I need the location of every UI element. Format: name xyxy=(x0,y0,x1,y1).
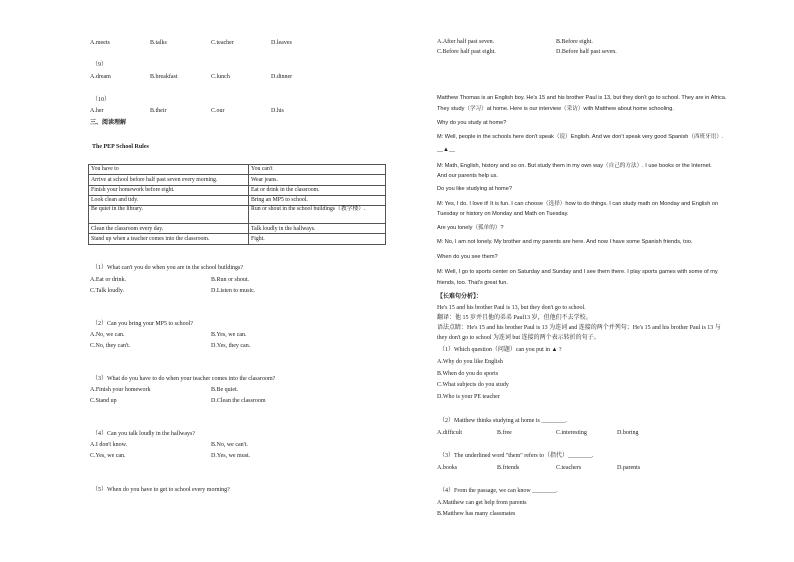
option-b[interactable]: B.Before eight. xyxy=(556,39,593,45)
passage-line: M: Math, English, history and so on. But study them in my own way（自己的方法）. I use books or the Internet. xyxy=(437,163,712,169)
question-stem: （1）Which question（问题）can you put in ▲ ? xyxy=(439,347,562,353)
passage-line: When do you see them? xyxy=(437,254,498,260)
option-b[interactable]: B.friends xyxy=(497,465,520,471)
table-cell: You have to xyxy=(89,165,249,175)
rules-title: The PEP School Rules xyxy=(92,144,149,150)
option-b[interactable]: B.Be quiet. xyxy=(211,387,239,393)
table-row xyxy=(89,165,386,175)
option-d[interactable]: D.Yes, we must. xyxy=(211,453,251,459)
option-b[interactable]: B.breakfast xyxy=(150,74,178,80)
question-stem: （5）When do you have to get to school every morning? xyxy=(92,487,230,493)
option-c[interactable]: C.Talk loudly. xyxy=(90,288,125,294)
option-a[interactable]: A.Finish your homework xyxy=(90,387,151,393)
passage-line: They study（学习）at home. Here is our interview（采访）with Matthew about home schooling. xyxy=(437,106,674,112)
analysis-title: 【长难句分析】： xyxy=(437,294,483,300)
table-row xyxy=(89,175,386,185)
rules-table xyxy=(88,164,386,245)
passage-line: M: Well, I go to sports center on Saturday and Sunday and I see them there. I play sports games with some of my xyxy=(437,269,718,275)
passage-line: Matthew Thomas is an English boy. He's 15 and his brother Paul is 13, but they don't go to school. They are in Africa. xyxy=(437,95,727,101)
option-c[interactable]: C.our xyxy=(211,108,225,114)
option-a[interactable]: A.I don't know. xyxy=(90,442,128,448)
passage-line: M: No, I am not lonely. My brother and my parents are here. And now I have some Spanish friends, too. xyxy=(437,239,693,245)
option-c[interactable]: C.Stand up xyxy=(90,398,117,404)
option-d[interactable]: D.his xyxy=(271,108,284,114)
table-cell: Arrive at school before half past seven every morning. xyxy=(89,175,249,185)
option-a[interactable]: A.books xyxy=(437,465,458,471)
option-a[interactable]: A.meets xyxy=(90,40,110,46)
passage-line: M: Well, people in the schools here don't speak（说）English. And we don't speak very good Spanish（西班牙语）. xyxy=(437,134,724,140)
question-stem: （2）Can you bring your MP5 to school? xyxy=(92,321,193,327)
passage-line: Do you like studying at home? xyxy=(437,186,512,192)
analysis-line: 翻译：他 15 岁并且他的弟弟 Paul13 岁，但他们不去学校。 xyxy=(437,315,592,321)
table-row xyxy=(89,185,386,195)
option-c[interactable]: C.Yes, we can. xyxy=(90,453,126,459)
question-stem: （4）Can you talk loudly in the hallways? xyxy=(92,431,195,437)
option-a[interactable]: A.Eat or drink. xyxy=(90,277,126,283)
option-b[interactable]: B.talks xyxy=(150,40,167,46)
option-a[interactable]: A.Matthew can get help from parents xyxy=(437,500,527,506)
question-stem: （2）Matthew thinks studying at home is ________. xyxy=(439,418,567,424)
option-b[interactable]: B.free xyxy=(497,430,512,436)
table-cell: Wear jeans. xyxy=(249,175,386,185)
table-cell: Bring an MP5 to school. xyxy=(249,195,386,205)
option-c[interactable]: C.teachers xyxy=(556,465,582,471)
option-c[interactable]: C.lunch xyxy=(211,74,230,80)
table-cell: Stand up when a teacher comes into the classroom. xyxy=(89,234,249,244)
passage-line: Are you lonely（孤单的）? xyxy=(437,225,504,231)
analysis-line: 语法点睛：He's 15 and his brother Paul is 13 为连词 and 连接的两个并列句；He's 15 and his brother Paul is 13 与 xyxy=(437,325,721,331)
question-stem: （3）The underlined word "them" refers to（指代）________. xyxy=(439,453,594,459)
table-row xyxy=(89,234,386,244)
option-a[interactable]: A.No, we can. xyxy=(90,332,125,338)
analysis-line: they don't go to school 为连词 but 连接的两个表示转折的句子。 xyxy=(437,335,600,341)
question-stem: （1）What can't you do when you are in the school buildings? xyxy=(92,265,244,271)
passage-line: M: Yes, I do. I love it! It is fun. I can choose（选择）how to do things. I can study math on Monday and English on xyxy=(437,201,719,207)
question-stem: （4）From the passage, we can know ________. xyxy=(439,488,558,494)
option-b[interactable]: B.When do you do sports xyxy=(437,371,499,377)
table-cell: Be quiet in the library. xyxy=(89,206,249,224)
option-b[interactable]: B.Matthew has many classmates xyxy=(437,511,516,517)
analysis-line: He's 15 and his brother Paul is 13, but they don't go to school. xyxy=(437,305,586,311)
option-d[interactable]: D.Listen to music. xyxy=(211,288,256,294)
option-d[interactable]: D.Before half past seven. xyxy=(556,49,617,55)
option-c[interactable]: C.No, they can't. xyxy=(90,343,131,349)
question-number: （10） xyxy=(92,97,111,103)
table-cell: Finish your homework before eight. xyxy=(89,185,249,195)
table-row xyxy=(89,206,386,224)
section-title: 三、阅读理解 xyxy=(90,120,127,126)
blank-marker: ▲ xyxy=(443,147,449,153)
option-a[interactable]: A.Why do you like English xyxy=(437,359,503,365)
table-cell: Run or shout in the school buildings（教学楼）. xyxy=(249,206,386,224)
table-cell: Look clean and tidy. xyxy=(89,195,249,205)
passage-line: Tuesday or history on Monday and Math on Tuesday. xyxy=(437,211,569,217)
option-d[interactable]: D.boring xyxy=(617,430,639,436)
option-c[interactable]: C.interesting xyxy=(556,430,587,436)
table-row xyxy=(89,224,386,234)
option-b[interactable]: B.No, we can't. xyxy=(211,442,248,448)
option-d[interactable]: D.leaves xyxy=(271,40,292,46)
option-a[interactable]: A.dream xyxy=(90,74,111,80)
option-c[interactable]: C.What subjects do you study xyxy=(437,382,509,388)
passage-line: Why do you study at home? xyxy=(437,120,507,126)
table-cell: Talk loudly in the hallways. xyxy=(249,224,386,234)
passage-line: friends, too. That's great fun. xyxy=(437,280,508,286)
table-cell: Fight. xyxy=(249,234,386,244)
option-c[interactable]: C.Before half past eight. xyxy=(437,49,496,55)
blank-placeholder: __▲__ xyxy=(437,147,455,153)
option-a[interactable]: A.After half past seven. xyxy=(437,39,495,45)
option-d[interactable]: D.parents xyxy=(617,465,641,471)
table-row xyxy=(89,195,386,205)
option-c[interactable]: C.teacher xyxy=(211,40,234,46)
option-d[interactable]: D.Yes, they can. xyxy=(211,343,251,349)
option-a[interactable]: A.her xyxy=(90,108,104,114)
option-b[interactable]: B.Yes, we can. xyxy=(211,332,247,338)
option-d[interactable]: D.dinner xyxy=(271,74,293,80)
option-b[interactable]: B.Run or shout. xyxy=(211,277,250,283)
option-d[interactable]: D.Clean the classroom xyxy=(211,398,266,404)
question-number: （9） xyxy=(92,62,108,68)
option-a[interactable]: A.difficult xyxy=(437,430,463,436)
option-d[interactable]: D.Who is your PE teacher xyxy=(437,394,500,400)
table-cell: Eat or drink in the classroom. xyxy=(249,185,386,195)
question-stem: （3）What do you have to do when your teacher comes into the classroom? xyxy=(92,376,276,382)
table-cell: You can't xyxy=(249,165,386,175)
table-cell: Clean the classroom every day. xyxy=(89,224,249,234)
option-b[interactable]: B.their xyxy=(150,108,167,114)
passage-line: And our parents help us. xyxy=(437,173,498,179)
